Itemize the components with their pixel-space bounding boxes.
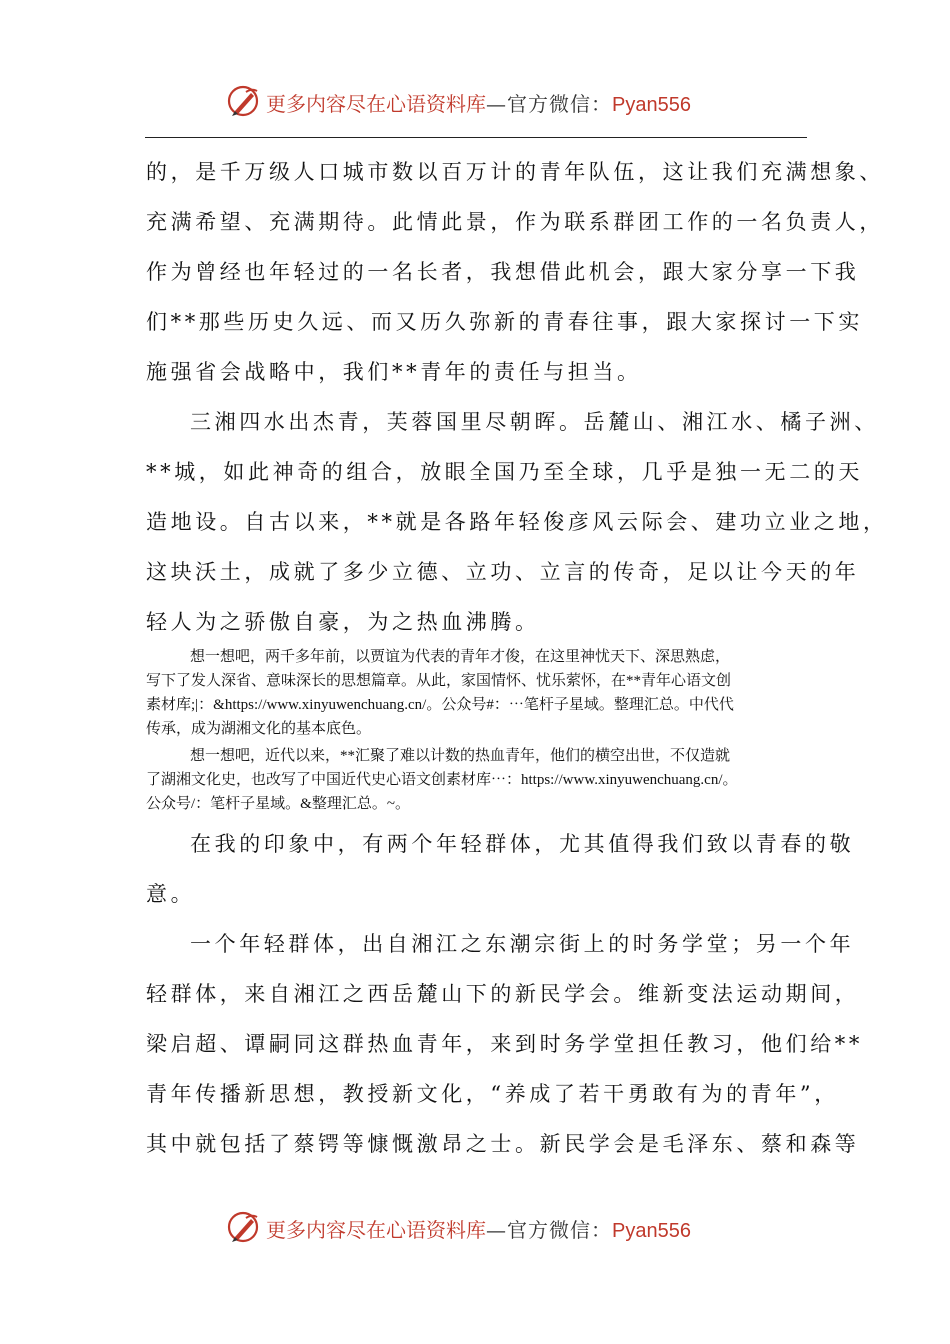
body-line: 三湘四水出杰青，芙蓉国里尽朝晖。岳麓山、湘江水、橘子洲、 [190, 410, 879, 434]
small-text-line: 传承，成为湖湘文化的基本底色。 [146, 721, 372, 737]
body-line: 造地设。自古以来，**就是各路年轻俊彦风云际会、建功立业之地， [146, 510, 888, 534]
body-line: 梁启超、谭嗣同这群热血青年，来到时务学堂担任教习，他们给** [146, 1032, 863, 1056]
small-text-line: 写下了发人深省、意味深长的思想篇章。从此，家国情怀、忧乐萦怀，在**青年心语文创 [146, 673, 732, 689]
header-banner [226, 84, 746, 120]
body-line: 意。 [146, 882, 196, 906]
header-wechat-label: —官方微信： [486, 91, 612, 116]
small-text-line: 想一想吧，两千多年前，以贾谊为代表的青年才俊，在这里神忧天下、深思熟虑， [190, 649, 731, 665]
body-line: 们**那些历史久远、而又历久弥新的青春往事，跟大家探讨一下实 [146, 310, 863, 334]
body-line: 作为曾经也年轻过的一名长者，我想借此机会，跟大家分享一下我 [146, 260, 860, 284]
header-banner-text [266, 88, 691, 117]
small-text-line: 素材库;|：&https://www.xinyuwenchuang.cn/。公众号#：⋯笔杆子星域。整理汇总。中代代 [146, 697, 734, 713]
body-line: 施强省会战略中，我们**青年的责任与担当。 [146, 360, 642, 384]
body-line: 这块沃土，成就了多少立德、立功、立言的传奇，足以让今天的年 [146, 560, 860, 584]
body-line: **城，如此神奇的组合，放眼全国乃至全球，几乎是独一无二的天 [146, 460, 863, 484]
body-line: 其中就包括了蔡锷等慷慨激昂之士。新民学会是毛泽东、蔡和森等 [146, 1132, 860, 1156]
footer-wechat-id: Pyan556 [612, 1219, 691, 1242]
footer-banner [226, 1210, 746, 1246]
body-line: 一个年轻群体，出自湘江之东潮宗街上的时务学堂；另一个年 [190, 932, 855, 956]
pen-logo-icon [226, 84, 262, 120]
small-text-line: 公众号/：笔杆子星域。&整理汇总。~。 [146, 796, 410, 812]
header-title: 更多内容尽在心语资料库 [266, 91, 486, 116]
footer-banner-text [266, 1214, 691, 1243]
body-line: 的，是千万级人口城市数以百万计的青年队伍，这让我们充满想象、 [146, 160, 884, 184]
body-line: 轻群体，来自湘江之西岳麓山下的新民学会。维新变法运动期间， [146, 982, 860, 1006]
footer-title: 更多内容尽在心语资料库 [266, 1217, 486, 1242]
footer-wechat-label: —官方微信： [486, 1217, 612, 1242]
header-wechat-id: Pyan556 [612, 93, 691, 116]
body-line: 充满希望、充满期待。此情此景，作为联系群团工作的一名负责人， [146, 210, 884, 234]
body-line: 在我的印象中，有两个年轻群体，尤其值得我们致以青春的敬 [190, 832, 855, 856]
small-text-line: 了湖湘文化史，也改写了中国近代史心语文创素材库⋯：https://www.xinyuwenchuang.cn/。 [146, 772, 738, 788]
small-text-line: 想一想吧，近代以来，**汇聚了难以计数的热血青年，他们的横空出世，不仅造就 [190, 748, 731, 764]
pen-logo-icon [226, 1210, 262, 1246]
body-line: 青年传播新思想，教授新文化，“养成了若干勇敢有为的青年”， [146, 1082, 839, 1106]
body-line: 轻人为之骄傲自豪，为之热血沸腾。 [146, 610, 540, 634]
header-divider [145, 137, 807, 138]
